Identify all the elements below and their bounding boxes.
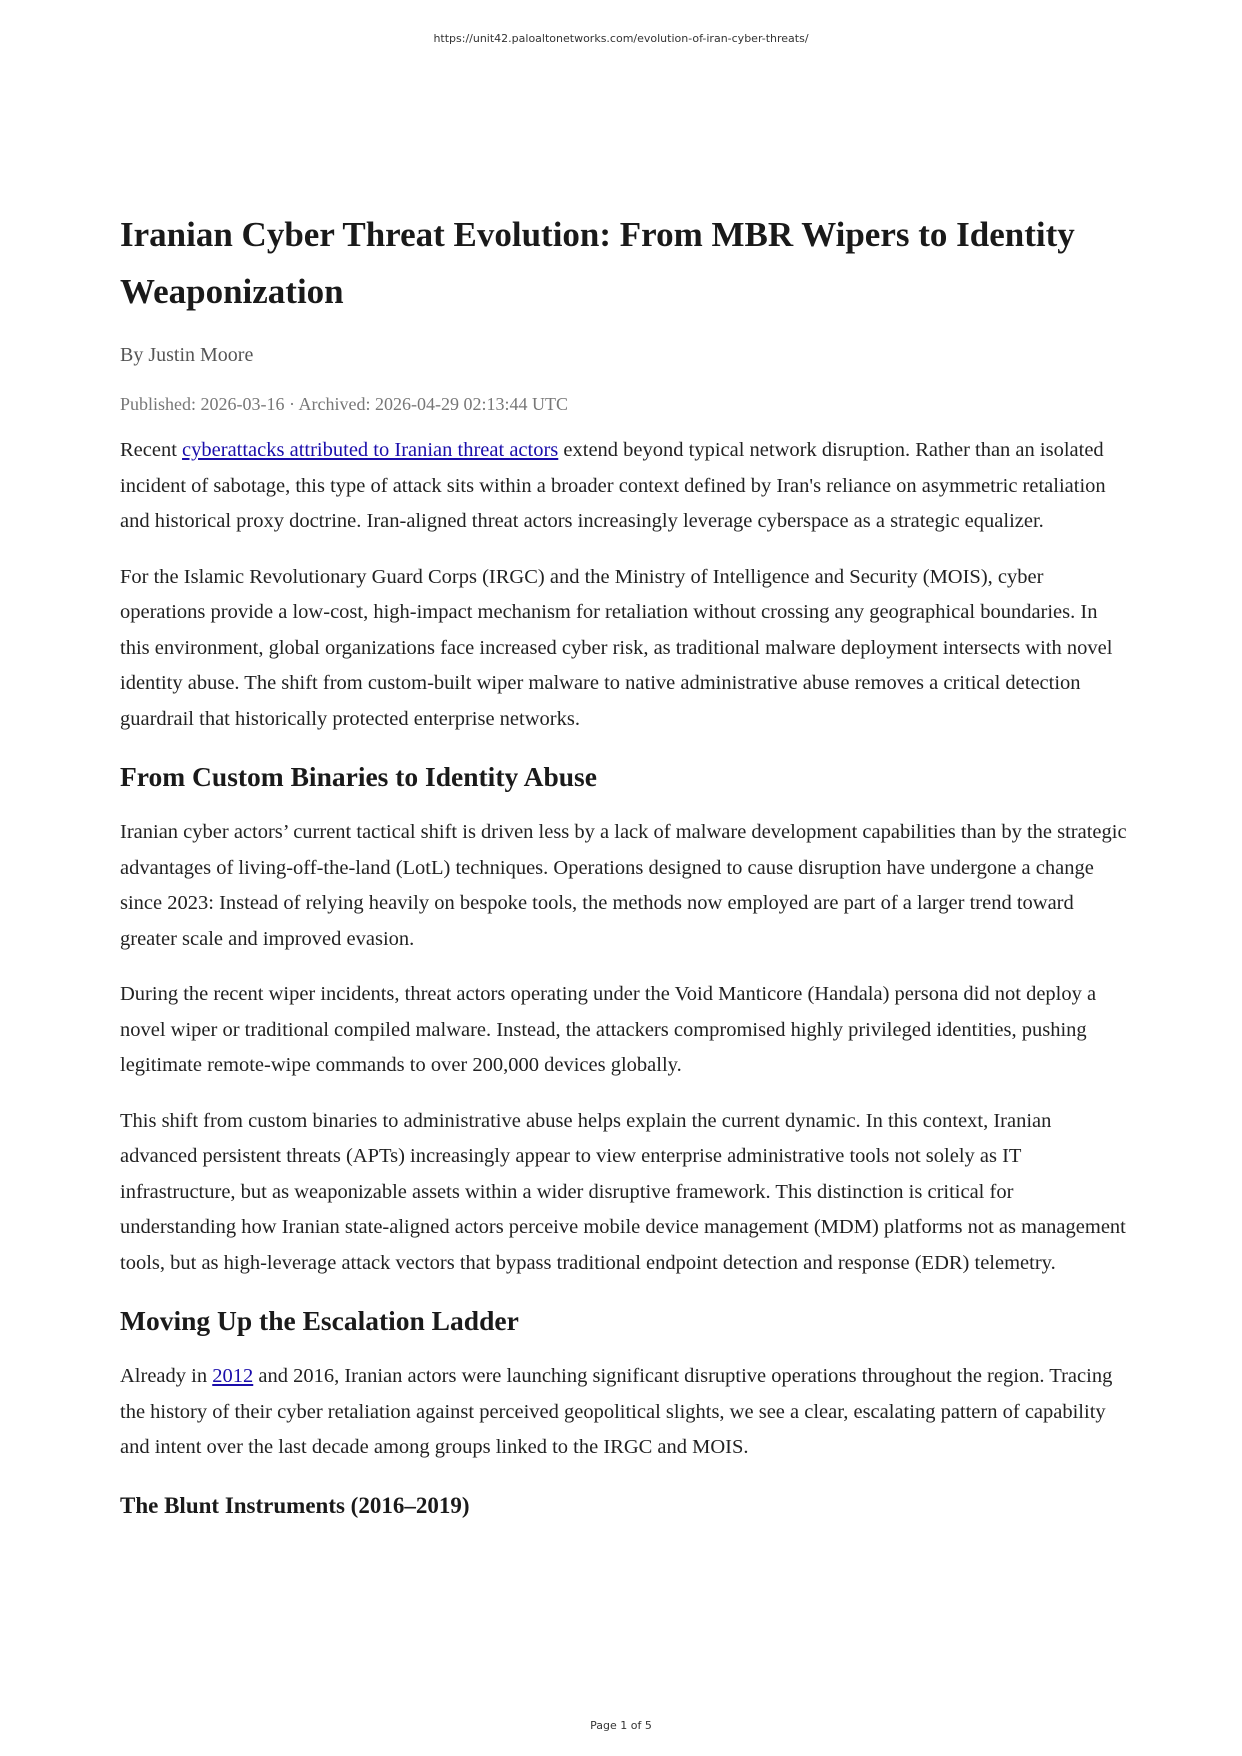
subsection-heading-blunt-instruments: The Blunt Instruments (2016–2019) [120,1492,470,1518]
paragraph-history: Already in 2012 and 2016, Iranian actors were launching significant disruptive operations throughout the region. Tracing the history of their cyber retaliation against perceived geopolitical slights, we see a clear, escalating pattern of capability and intent over the last decade among groups linked to the IRGC and MOIS. [120,1365,1113,1458]
page-url-header: https://unit42.paloaltonetworks.com/evolution-of-iran-cyber-threats/ [433,32,809,45]
byline: By Justin Moore [120,344,254,366]
article-title: Iranian Cyber Threat Evolution: From MBR Wipers to Identity Weaponization [120,215,1075,311]
section-heading-identity-abuse: From Custom Binaries to Identity Abuse [120,761,597,792]
article [120,206,1130,1522]
link-2012[interactable]: 2012 [212,1365,254,1387]
page-number: Page 1 of 5 [590,1719,652,1732]
paragraph-intro: Recent cyberattacks attributed to Iranian threat actors extend beyond typical network disruption. Rather than an isolated incident of sabotage, this type of attack sits within a broader context defined by Iran's reliance on asymmetric retaliation and historical proxy doctrine. Iran-aligned threat actors increasingly leverage cyberspace as a strategic equalizer. [120,439,1106,532]
paragraph-tactical-shift: Iranian cyber actors’ current tactical shift is driven less by a lack of malware development capabilities than by the strategic advantages of living-off-the-land (LotL) techniques. Operations designed to cause disruption have undergone a change since 2023: Instead of relying heavily on bespoke tools, the methods now employed are part of a larger trend toward greater scale and improved evasion. [120,821,1127,950]
publish-meta: Published: 2026-03-16 · Archived: 2026-04-29 02:13:44 UTC [120,394,568,414]
link-cyberattacks-attributed[interactable]: cyberattacks attributed to Iranian threat actors [182,439,559,461]
section-heading-escalation-ladder: Moving Up the Escalation Ladder [120,1305,519,1336]
paragraph-wiper-incidents: During the recent wiper incidents, threat actors operating under the Void Manticore (Handala) persona did not deploy a novel wiper or traditional compiled malware. Instead, the attackers compromised highly privileged identities, pushing legitimate remote-wipe commands to over 200,000 devices globally. [120,983,1097,1076]
paragraph-administrative-abuse: This shift from custom binaries to administrative abuse helps explain the current dynamic. In this context, Iranian advanced persistent threats (APTs) increasingly appear to view enterprise administrative tools not solely as IT infrastructure, but as weaponizable assets within a wider disruptive framework. This distinction is critical for understanding how Iranian state-aligned actors perceive mobile device management (MDM) platforms not as management tools, but as high-leverage attack vectors that bypass traditional endpoint detection and response (EDR) telemetry. [120,1109,1126,1274]
paragraph-irgc-mois: For the Islamic Revolutionary Guard Corps (IRGC) and the Ministry of Intelligence and Security (MOIS), cyber operations provide a low-cost, high-impact mechanism for retaliation without crossing any geographical boundaries. In this environment, global organizations face increased cyber risk, as traditional malware deployment intersects with novel identity abuse. The shift from custom-built wiper malware to native administrative abuse removes a critical detection guardrail that historically protected enterprise networks. [120,565,1113,730]
